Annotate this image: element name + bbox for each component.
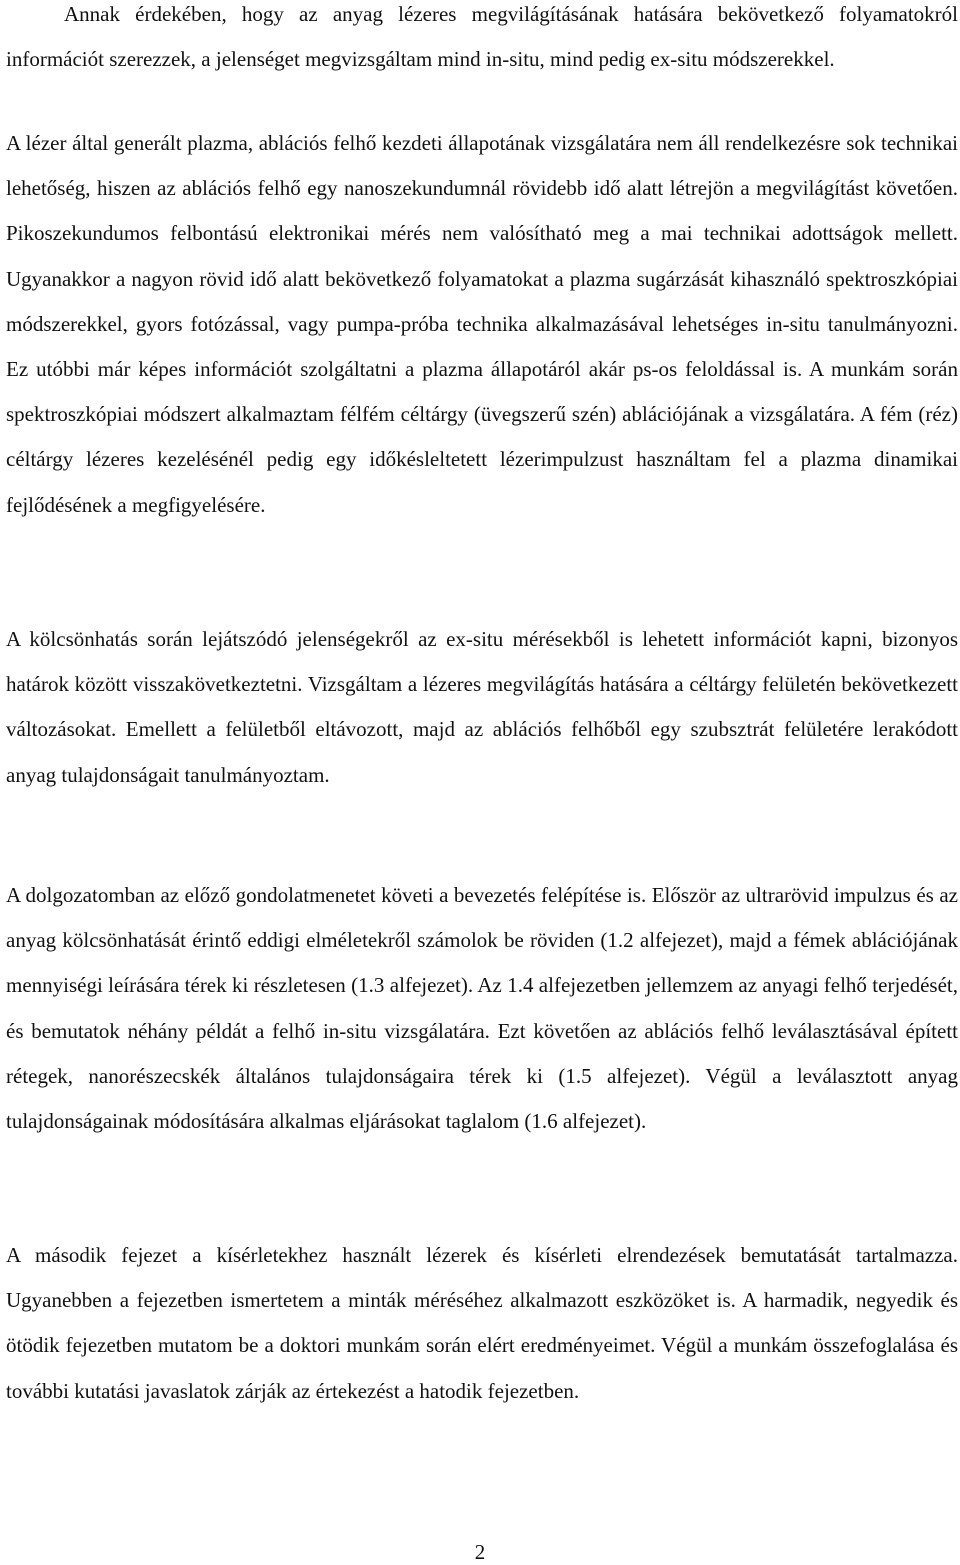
paragraph-5: A második fejezet a kísérletekhez használt lézerek és kísérleti elrendezések bemutatását tartalmazza. Ugyanebben a fejezetben ismertetem a minták méréséhez alkalmazott eszközöket is. A harmadik, negyedik és ötödik fejezetben mutatom be a doktori munkám során elért eredményeimet. Végül a munkám összefoglalása és további kutatási javaslatok zárják az értekezést a hatodik fejezetben. bbox=[6, 1243, 958, 1403]
document-page bbox=[6, 0, 958, 1565]
paragraph-2: A lézer által generált plazma, ablációs felhő kezdeti állapotának vizsgálatára nem áll rendelkezésre sok technikai lehetőség, hiszen az ablációs felhő egy nanoszekundumnál rövidebb idő alatt létrejön a megvilágítást követően. Pikoszekundumos felbontású elektronikai mérés nem valósítható meg a mai technikai adottságok mellett. Ugyanakkor a nagyon rövid idő alatt bekövetkező folyamatokat a plazma sugárzását kihasználó spektroszkópiai módszerekkel, gyors fotózással, vagy pumpa-próba technika alkalmazásával lehetséges in-situ tanulmányozni. Ez utóbbi már képes információt szolgáltatni a plazma állapotáról akár ps-os feloldással is. A munkám során spektroszkópiai módszert alkalmaztam félfém céltárgy (üvegszerű szén) ablációjának a vizsgálatára. A fém (réz) céltárgy lézeres kezelésénél pedig egy időkésleltetett lézerimpulzust használtam fel a plazma dinamikai fejlődésének a megfigyelésére. bbox=[6, 131, 958, 517]
paragraph-3: A kölcsönhatás során lejátszódó jelenségekről az ex-situ mérésekből is lehetett információt kapni, bizonyos határok között visszakövetkeztetni. Vizsgáltam a lézeres megvilágítás hatására a céltárgy felületén bekövetkezett változásokat. Emellett a felületből eltávozott, majd az ablációs felhőből egy szubsztrát felületére lerakódott anyag tulajdonságait tanulmányoztam. bbox=[6, 627, 958, 787]
page-number: 2 bbox=[474, 1540, 486, 1564]
paragraph-1: Annak érdekében, hogy az anyag lézeres megvilágításának hatására bekövetkező folyamatokról információt szerezzek, a jelenséget megvizsgáltam mind in-situ, mind pedig ex-situ módszerekkel. bbox=[6, 2, 958, 72]
paragraph-4: A dolgozatomban az előző gondolatmenetet követi a bevezetés felépítése is. Először az ultrarövid impulzus és az anyag kölcsönhatását érintő eddigi elméletekről számolok be röviden (1.2 alfejezet), majd a fémek ablációjának mennyiségi leírására térek ki részletesen (1.3 alfejezet). Az 1.4 alfejezetben jellemzem az anyagi felhő terjedését, és bemutatok néhány példát a felhő in-situ vizsgálatára. Ezt követően az ablációs felhő leválasztásával épített rétegek, nanorészecskék általános tulajdonságaira térek ki (1.5 alfejezet). Végül a leválasztott anyag tulajdonságainak módosítására alkalmas eljárásokat taglalom (1.6 alfejezet). bbox=[6, 883, 958, 1134]
